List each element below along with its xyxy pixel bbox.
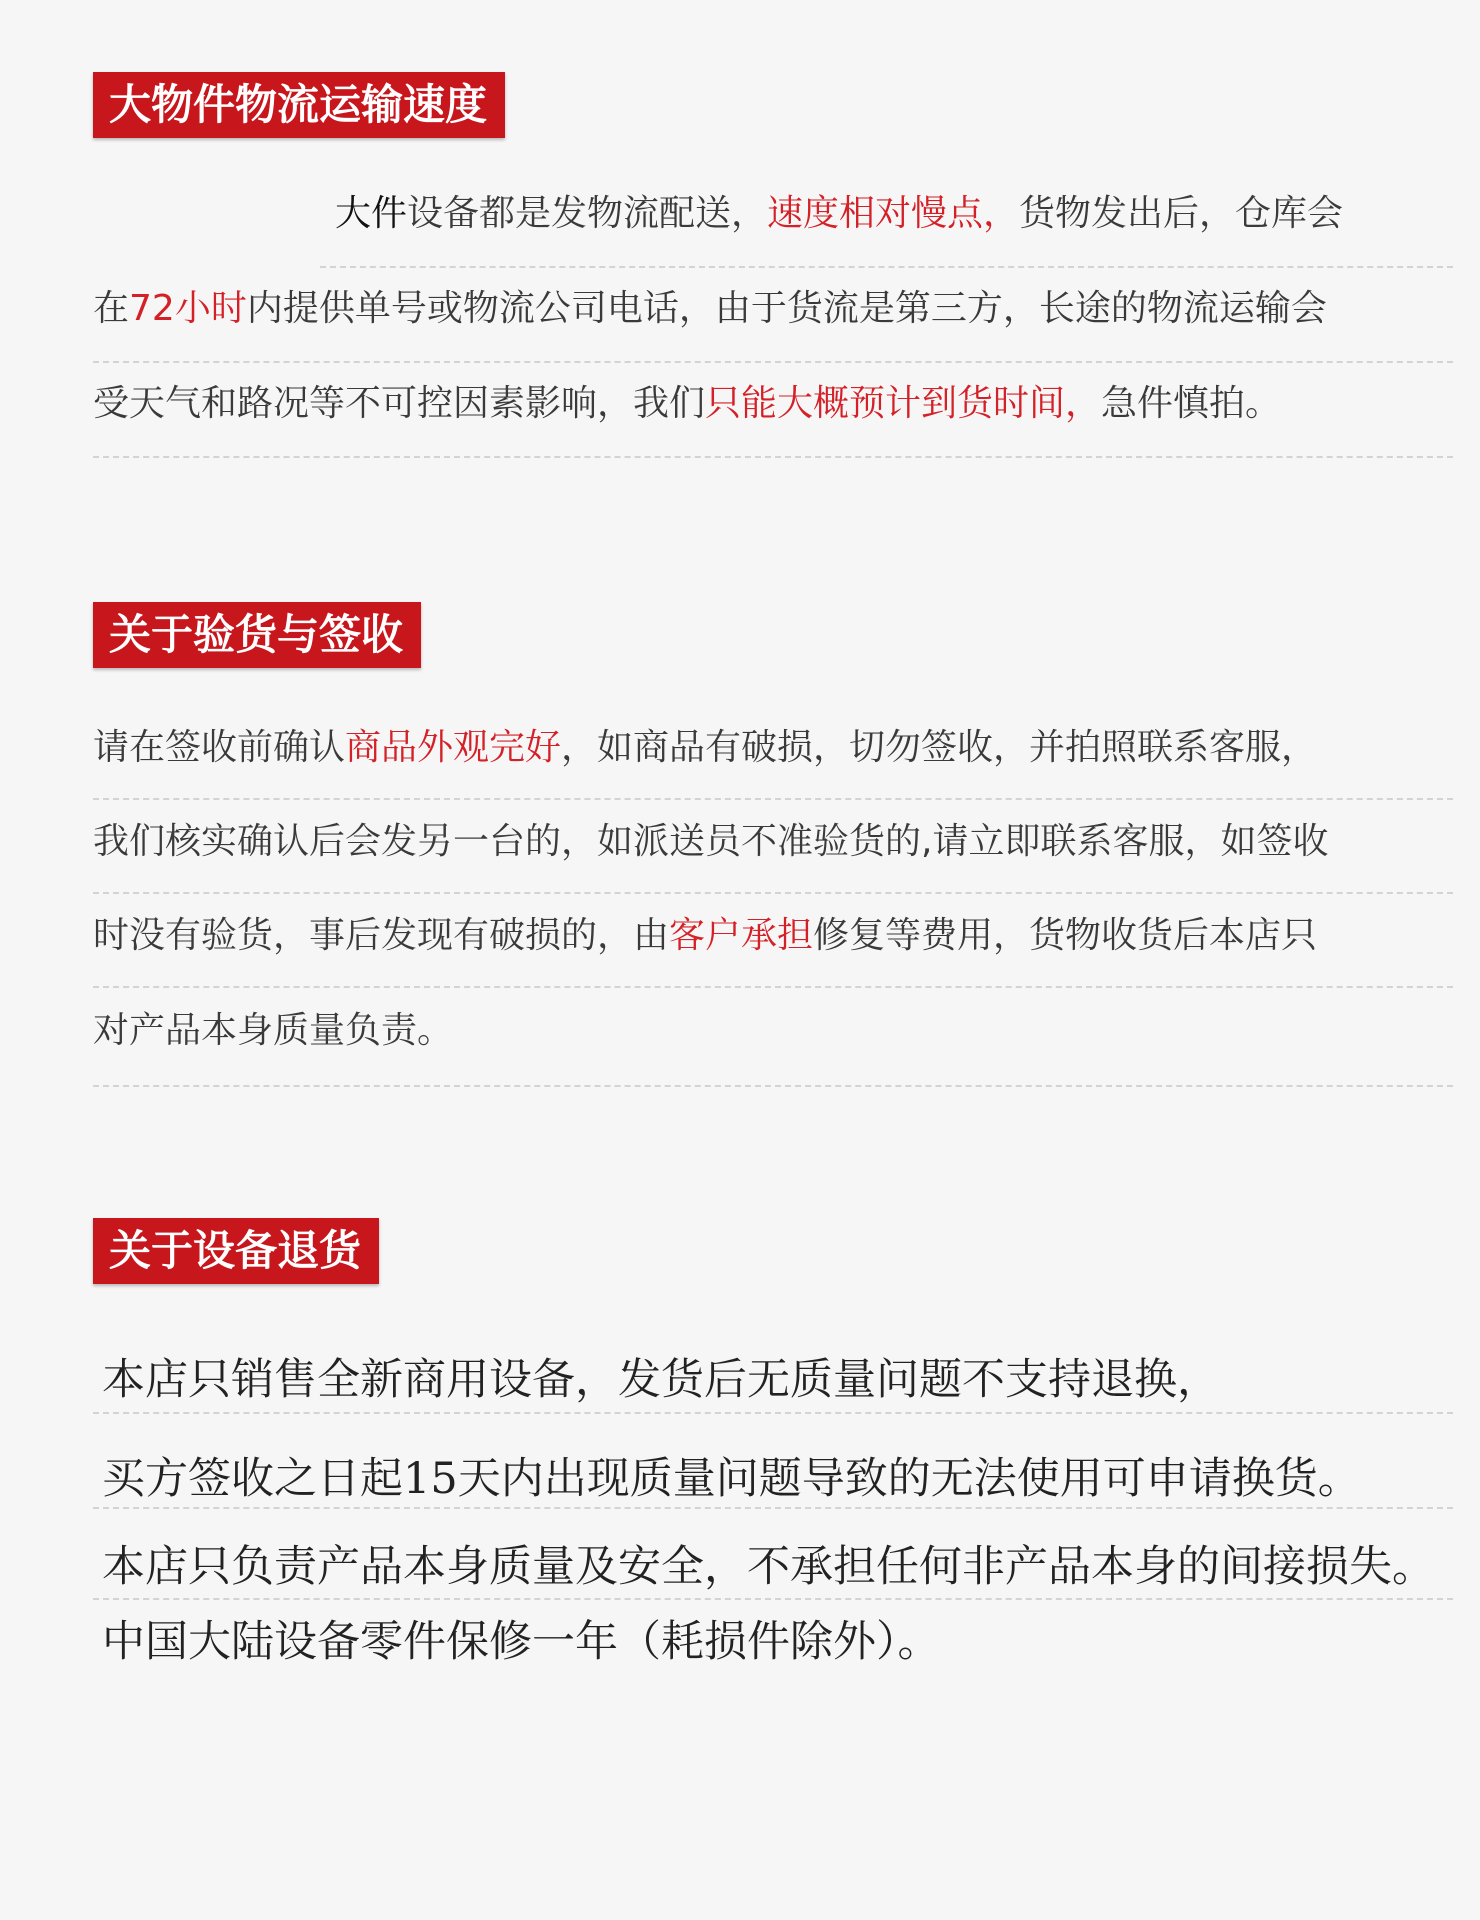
dashed-divider	[93, 1085, 1453, 1087]
paragraph-line	[93, 818, 1453, 866]
text-segment: 修复等费用，货物收货后本店只	[813, 915, 1318, 956]
text-segment: ，如商品有破损，切勿签收，并拍照联系客服，	[561, 727, 1318, 768]
text-segment: 货物发出后，仓库会	[1019, 193, 1344, 234]
highlight-text: 速度相对慢点，	[767, 193, 1020, 234]
dashed-divider	[93, 361, 1453, 363]
paragraph-line	[93, 1007, 1453, 1055]
paragraph-line	[335, 190, 1435, 238]
text-segment: 大件	[335, 193, 408, 234]
text-segment: 设备都是发物流配送，	[407, 193, 768, 234]
policy-line: 买方签收之日起15天内出现质量问题导致的无法使用可申请换货。	[102, 1454, 1361, 1504]
section-title-inspection: 关于验货与签收	[93, 602, 421, 668]
text-segment: 内提供单号或物流公司电话，由于货流是第三方，长途的物流运输会	[246, 288, 1327, 329]
paragraph-line	[93, 285, 1453, 333]
dashed-divider	[93, 1412, 1453, 1414]
dashed-divider	[93, 892, 1453, 894]
section-title-shipping-speed: 大物件物流运输速度	[93, 72, 505, 138]
dashed-divider	[93, 798, 1453, 800]
section-title-returns: 关于设备退货	[93, 1218, 379, 1284]
text-segment: 我们核实确认后会发另一台的，如派送员不准验货的,请立即联系客服，如签收	[93, 821, 1329, 862]
policy-line: 本店只销售全新商用设备，发货后无质量问题不支持退换，	[102, 1355, 1220, 1405]
highlight-text: 只能大概预计到货时间，	[705, 383, 1102, 424]
paragraph-line	[93, 380, 1453, 428]
dashed-divider	[320, 266, 1453, 268]
text-segment: 在	[93, 288, 130, 329]
paragraph-line	[93, 912, 1453, 960]
paragraph-line	[93, 724, 1453, 772]
text-segment: 受天气和路况等不可控因素影响，我们	[93, 383, 706, 424]
dashed-divider	[93, 1507, 1453, 1509]
policy-line: 中国大陆设备零件保修一年（耗损件除外）。	[102, 1617, 941, 1667]
text-segment: 时没有验货，事后发现有破损的，由	[93, 915, 670, 956]
highlight-text: 客户承担	[669, 915, 814, 956]
text-segment: 急件慎拍。	[1101, 383, 1282, 424]
dashed-divider	[93, 1598, 1453, 1600]
highlight-text: 72小时	[129, 288, 247, 329]
text-segment: 对产品本身质量负责。	[93, 1010, 454, 1051]
highlight-text: 商品外观完好	[345, 727, 562, 768]
dashed-divider	[93, 986, 1453, 988]
policy-line: 本店只负责产品本身质量及安全，不承担任何非产品本身的间接损失。	[102, 1542, 1435, 1592]
text-segment: 请在签收前确认	[93, 727, 346, 768]
dashed-divider	[93, 456, 1453, 458]
